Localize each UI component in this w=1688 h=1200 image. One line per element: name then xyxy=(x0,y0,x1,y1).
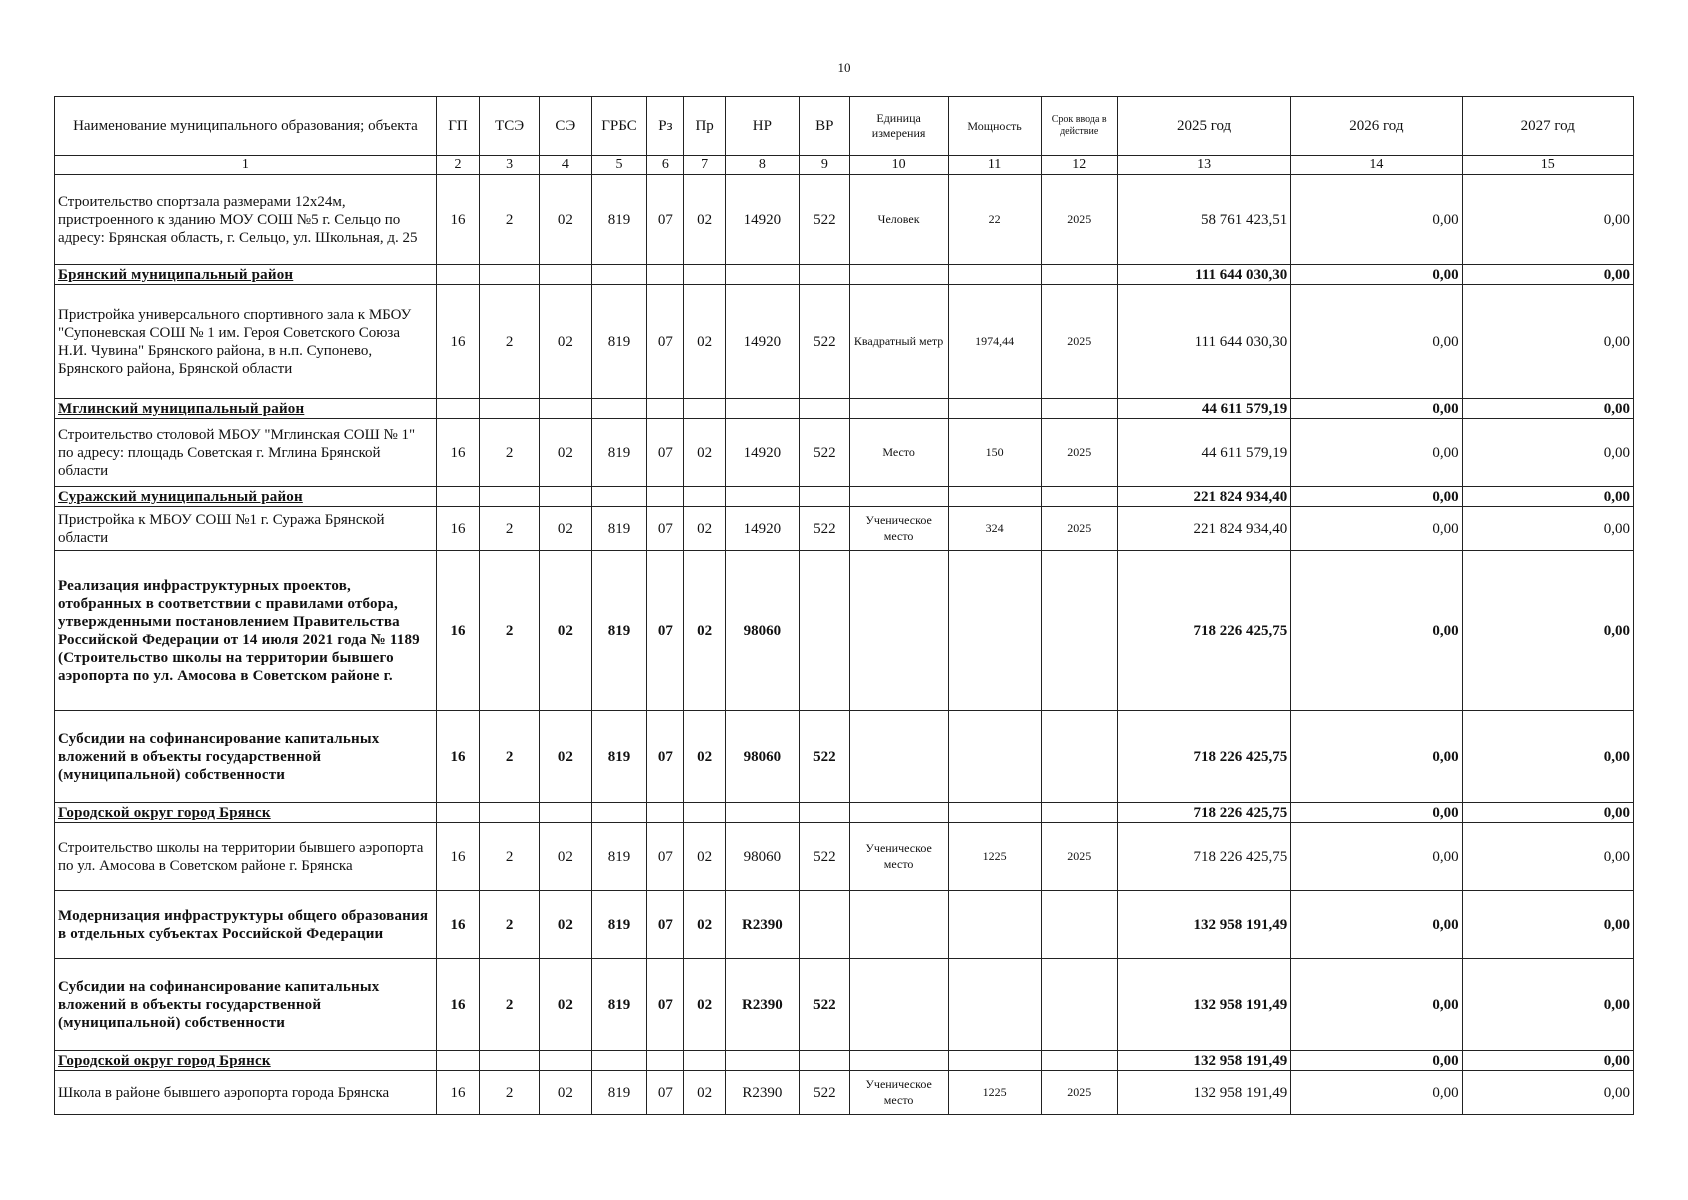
region-name: Городской округ город Брянск xyxy=(55,1051,437,1071)
object-name: Реализация инфраструктурных проектов, отобранных в соответствии с правилами отбора, утвержденными постановлением Правительства Российской Федерации от 14 июля 2021 года № 1189 (Строительство школы на территории бывшего аэропорта по ул. Амосова в Советском районе г. xyxy=(55,551,437,711)
capacity-cell xyxy=(948,711,1041,803)
term-cell xyxy=(1041,711,1117,803)
gp-cell: 16 xyxy=(436,551,479,711)
pr-cell: 02 xyxy=(684,711,725,803)
amount-2025: 111 644 030,30 xyxy=(1117,265,1290,285)
vr-cell: 522 xyxy=(800,711,850,803)
grbs-cell: 819 xyxy=(591,175,647,265)
gp-cell: 16 xyxy=(436,1071,479,1115)
header-rz: Рз xyxy=(647,97,684,156)
table-row xyxy=(55,1071,1634,1115)
rz-cell: 07 xyxy=(647,419,684,487)
gp-cell: 16 xyxy=(436,891,479,959)
amount-2027: 0,00 xyxy=(1462,959,1633,1051)
object-name: Пристройка универсального спортивного зала к МБОУ "Супоневская СОШ № 1 им. Героя Советского Союза Н.И. Чувина" Брянского района, в н.п. Супонево, Брянского района, Брянской области xyxy=(55,285,437,399)
capacity-cell: 324 xyxy=(948,507,1041,551)
amount-2027: 0,00 xyxy=(1462,823,1633,891)
table-row xyxy=(55,959,1634,1051)
amount-2026: 0,00 xyxy=(1291,1051,1462,1071)
grbs-cell: 819 xyxy=(591,823,647,891)
term-cell: 2025 xyxy=(1041,507,1117,551)
grbs-cell: 819 xyxy=(591,711,647,803)
tse-cell: 2 xyxy=(480,823,540,891)
unit-cell: Ученическое место xyxy=(849,823,948,891)
se-cell: 02 xyxy=(540,507,592,551)
region-row xyxy=(55,265,1634,285)
rz-cell: 07 xyxy=(647,711,684,803)
region-row xyxy=(55,399,1634,419)
term-cell: 2025 xyxy=(1041,419,1117,487)
object-name: Строительство спортзала размерами 12х24м, пристроенного к зданию МОУ СОШ №5 г. Сельцо по адресу: Брянская область, г. Сельцо, ул. Школьная, д. 25 xyxy=(55,175,437,265)
capacity-cell: 150 xyxy=(948,419,1041,487)
unit-cell: Ученическое место xyxy=(849,1071,948,1115)
column-number: 2 xyxy=(436,156,479,175)
region-name: Брянский муниципальный район xyxy=(55,265,437,285)
object-name: Строительство школы на территории бывшего аэропорта по ул. Амосова в Советском районе г. Брянска xyxy=(55,823,437,891)
unit-cell xyxy=(849,711,948,803)
vr-cell: 522 xyxy=(800,175,850,265)
amount-2025: 132 958 191,49 xyxy=(1117,1071,1290,1115)
tse-cell: 2 xyxy=(480,551,540,711)
object-name: Модернизация инфраструктуры общего образования в отдельных субъектах Российской Федерации xyxy=(55,891,437,959)
amount-2026: 0,00 xyxy=(1291,399,1462,419)
pr-cell: 02 xyxy=(684,419,725,487)
vr-cell: 522 xyxy=(800,285,850,399)
capacity-cell xyxy=(948,891,1041,959)
nr-cell: 98060 xyxy=(725,551,799,711)
gp-cell: 16 xyxy=(436,823,479,891)
rz-cell: 07 xyxy=(647,823,684,891)
object-name: Субсидии на софинансирование капитальных вложений в объекты государственной (муниципальной) собственности xyxy=(55,711,437,803)
header-tse: ТСЭ xyxy=(480,97,540,156)
grbs-cell: 819 xyxy=(591,419,647,487)
vr-cell: 522 xyxy=(800,1071,850,1115)
amount-2026: 0,00 xyxy=(1291,1071,1462,1115)
budget-table xyxy=(54,96,1634,1115)
column-number: 11 xyxy=(948,156,1041,175)
column-number: 14 xyxy=(1291,156,1462,175)
gp-cell: 16 xyxy=(436,175,479,265)
tse-cell: 2 xyxy=(480,959,540,1051)
grbs-cell: 819 xyxy=(591,959,647,1051)
amount-2026: 0,00 xyxy=(1291,419,1462,487)
object-name: Школа в районе бывшего аэропорта города Брянска xyxy=(55,1071,437,1115)
unit-cell: Человек xyxy=(849,175,948,265)
rz-cell: 07 xyxy=(647,507,684,551)
object-name: Пристройка к МБОУ СОШ №1 г. Суража Брянской области xyxy=(55,507,437,551)
column-number: 5 xyxy=(591,156,647,175)
term-cell xyxy=(1041,959,1117,1051)
nr-cell: 98060 xyxy=(725,823,799,891)
amount-2025: 718 226 425,75 xyxy=(1117,711,1290,803)
amount-2027: 0,00 xyxy=(1462,891,1633,959)
se-cell: 02 xyxy=(540,711,592,803)
gp-cell: 16 xyxy=(436,507,479,551)
amount-2026: 0,00 xyxy=(1291,507,1462,551)
amount-2025: 221 824 934,40 xyxy=(1117,487,1290,507)
header-nr: НР xyxy=(725,97,799,156)
amount-2027: 0,00 xyxy=(1462,711,1633,803)
amount-2027: 0,00 xyxy=(1462,487,1633,507)
column-number: 9 xyxy=(800,156,850,175)
column-number: 7 xyxy=(684,156,725,175)
table-row xyxy=(55,285,1634,399)
column-number: 15 xyxy=(1462,156,1633,175)
pr-cell: 02 xyxy=(684,1071,725,1115)
amount-2025: 44 611 579,19 xyxy=(1117,419,1290,487)
vr-cell: 522 xyxy=(800,959,850,1051)
amount-2025: 111 644 030,30 xyxy=(1117,285,1290,399)
vr-cell: 522 xyxy=(800,419,850,487)
region-name: Суражский муниципальный район xyxy=(55,487,437,507)
column-number: 1 xyxy=(55,156,437,175)
unit-cell xyxy=(849,891,948,959)
capacity-cell: 1225 xyxy=(948,823,1041,891)
amount-2025: 58 761 423,51 xyxy=(1117,175,1290,265)
header-row xyxy=(55,97,1634,156)
term-cell: 2025 xyxy=(1041,1071,1117,1115)
pr-cell: 02 xyxy=(684,175,725,265)
column-number: 8 xyxy=(725,156,799,175)
term-cell xyxy=(1041,551,1117,711)
grbs-cell: 819 xyxy=(591,507,647,551)
header-vr: ВР xyxy=(800,97,850,156)
page-number: 10 xyxy=(837,60,851,75)
column-number: 6 xyxy=(647,156,684,175)
region-row xyxy=(55,803,1634,823)
se-cell: 02 xyxy=(540,551,592,711)
rz-cell: 07 xyxy=(647,891,684,959)
header-se: СЭ xyxy=(540,97,592,156)
amount-2027: 0,00 xyxy=(1462,507,1633,551)
se-cell: 02 xyxy=(540,891,592,959)
nr-cell: 98060 xyxy=(725,711,799,803)
se-cell: 02 xyxy=(540,419,592,487)
grbs-cell: 819 xyxy=(591,551,647,711)
header-grbs: ГРБС xyxy=(591,97,647,156)
header-unit: Единица измерения xyxy=(849,97,948,156)
table-row xyxy=(55,551,1634,711)
se-cell: 02 xyxy=(540,959,592,1051)
object-name: Строительство столовой МБОУ "Мглинская СОШ № 1" по адресу: площадь Советская г. Мглина Брянской области xyxy=(55,419,437,487)
rz-cell: 07 xyxy=(647,175,684,265)
amount-2026: 0,00 xyxy=(1291,285,1462,399)
column-number-row xyxy=(55,156,1634,175)
capacity-cell: 1974,44 xyxy=(948,285,1041,399)
amount-2027: 0,00 xyxy=(1462,1051,1633,1071)
amount-2027: 0,00 xyxy=(1462,175,1633,265)
grbs-cell: 819 xyxy=(591,285,647,399)
table-row xyxy=(55,891,1634,959)
column-number: 3 xyxy=(480,156,540,175)
header-2027: 2027 год xyxy=(1462,97,1633,156)
nr-cell: 14920 xyxy=(725,419,799,487)
nr-cell: R2390 xyxy=(725,891,799,959)
unit-cell: Квадратный метр xyxy=(849,285,948,399)
grbs-cell: 819 xyxy=(591,1071,647,1115)
amount-2026: 0,00 xyxy=(1291,711,1462,803)
table-row xyxy=(55,419,1634,487)
header-term: Срок ввода в действие xyxy=(1041,97,1117,156)
header-capacity: Мощность xyxy=(948,97,1041,156)
table-row xyxy=(55,507,1634,551)
rz-cell: 07 xyxy=(647,285,684,399)
column-number: 12 xyxy=(1041,156,1117,175)
vr-cell: 522 xyxy=(800,507,850,551)
amount-2025: 132 958 191,49 xyxy=(1117,891,1290,959)
tse-cell: 2 xyxy=(480,891,540,959)
header-pr: Пр xyxy=(684,97,725,156)
capacity-cell: 1225 xyxy=(948,1071,1041,1115)
amount-2025: 718 226 425,75 xyxy=(1117,823,1290,891)
amount-2026: 0,00 xyxy=(1291,891,1462,959)
tse-cell: 2 xyxy=(480,711,540,803)
amount-2027: 0,00 xyxy=(1462,285,1633,399)
header-2025: 2025 год xyxy=(1117,97,1290,156)
region-name: Городской округ город Брянск xyxy=(55,803,437,823)
amount-2027: 0,00 xyxy=(1462,399,1633,419)
capacity-cell xyxy=(948,959,1041,1051)
amount-2025: 718 226 425,75 xyxy=(1117,803,1290,823)
amount-2026: 0,00 xyxy=(1291,175,1462,265)
amount-2026: 0,00 xyxy=(1291,823,1462,891)
amount-2026: 0,00 xyxy=(1291,551,1462,711)
unit-cell: Ученическое место xyxy=(849,507,948,551)
amount-2025: 132 958 191,49 xyxy=(1117,1051,1290,1071)
unit-cell: Место xyxy=(849,419,948,487)
nr-cell: 14920 xyxy=(725,285,799,399)
term-cell: 2025 xyxy=(1041,175,1117,265)
tse-cell: 2 xyxy=(480,1071,540,1115)
term-cell xyxy=(1041,891,1117,959)
column-number: 4 xyxy=(540,156,592,175)
pr-cell: 02 xyxy=(684,285,725,399)
amount-2026: 0,00 xyxy=(1291,265,1462,285)
amount-2027: 0,00 xyxy=(1462,1071,1633,1115)
table-row xyxy=(55,823,1634,891)
unit-cell xyxy=(849,959,948,1051)
table-row xyxy=(55,175,1634,265)
nr-cell: 14920 xyxy=(725,507,799,551)
unit-cell xyxy=(849,551,948,711)
term-cell: 2025 xyxy=(1041,285,1117,399)
amount-2025: 718 226 425,75 xyxy=(1117,551,1290,711)
capacity-cell xyxy=(948,551,1041,711)
header-2026: 2026 год xyxy=(1291,97,1462,156)
pr-cell: 02 xyxy=(684,959,725,1051)
pr-cell: 02 xyxy=(684,551,725,711)
pr-cell: 02 xyxy=(684,891,725,959)
se-cell: 02 xyxy=(540,175,592,265)
tse-cell: 2 xyxy=(480,419,540,487)
column-number: 13 xyxy=(1117,156,1290,175)
amount-2026: 0,00 xyxy=(1291,959,1462,1051)
amount-2027: 0,00 xyxy=(1462,265,1633,285)
tse-cell: 2 xyxy=(480,285,540,399)
object-name: Субсидии на софинансирование капитальных вложений в объекты государственной (муниципальной) собственности xyxy=(55,959,437,1051)
region-name: Мглинский муниципальный район xyxy=(55,399,437,419)
rz-cell: 07 xyxy=(647,551,684,711)
nr-cell: 14920 xyxy=(725,175,799,265)
amount-2025: 44 611 579,19 xyxy=(1117,399,1290,419)
header-name: Наименование муниципального образования; объекта xyxy=(55,97,437,156)
nr-cell: R2390 xyxy=(725,959,799,1051)
amount-2027: 0,00 xyxy=(1462,419,1633,487)
gp-cell: 16 xyxy=(436,419,479,487)
grbs-cell: 819 xyxy=(591,891,647,959)
amount-2027: 0,00 xyxy=(1462,551,1633,711)
se-cell: 02 xyxy=(540,285,592,399)
vr-cell: 522 xyxy=(800,823,850,891)
region-row xyxy=(55,487,1634,507)
capacity-cell: 22 xyxy=(948,175,1041,265)
header-gp: ГП xyxy=(436,97,479,156)
tse-cell: 2 xyxy=(480,507,540,551)
amount-2025: 221 824 934,40 xyxy=(1117,507,1290,551)
gp-cell: 16 xyxy=(436,285,479,399)
tse-cell: 2 xyxy=(480,175,540,265)
amount-2027: 0,00 xyxy=(1462,803,1633,823)
amount-2026: 0,00 xyxy=(1291,803,1462,823)
term-cell: 2025 xyxy=(1041,823,1117,891)
pr-cell: 02 xyxy=(684,823,725,891)
amount-2025: 132 958 191,49 xyxy=(1117,959,1290,1051)
amount-2026: 0,00 xyxy=(1291,487,1462,507)
vr-cell xyxy=(800,891,850,959)
table-body xyxy=(55,175,1634,1115)
table-row xyxy=(55,711,1634,803)
column-number: 10 xyxy=(849,156,948,175)
vr-cell xyxy=(800,551,850,711)
rz-cell: 07 xyxy=(647,959,684,1051)
region-row xyxy=(55,1051,1634,1071)
nr-cell: R2390 xyxy=(725,1071,799,1115)
se-cell: 02 xyxy=(540,1071,592,1115)
gp-cell: 16 xyxy=(436,711,479,803)
rz-cell: 07 xyxy=(647,1071,684,1115)
gp-cell: 16 xyxy=(436,959,479,1051)
pr-cell: 02 xyxy=(684,507,725,551)
se-cell: 02 xyxy=(540,823,592,891)
